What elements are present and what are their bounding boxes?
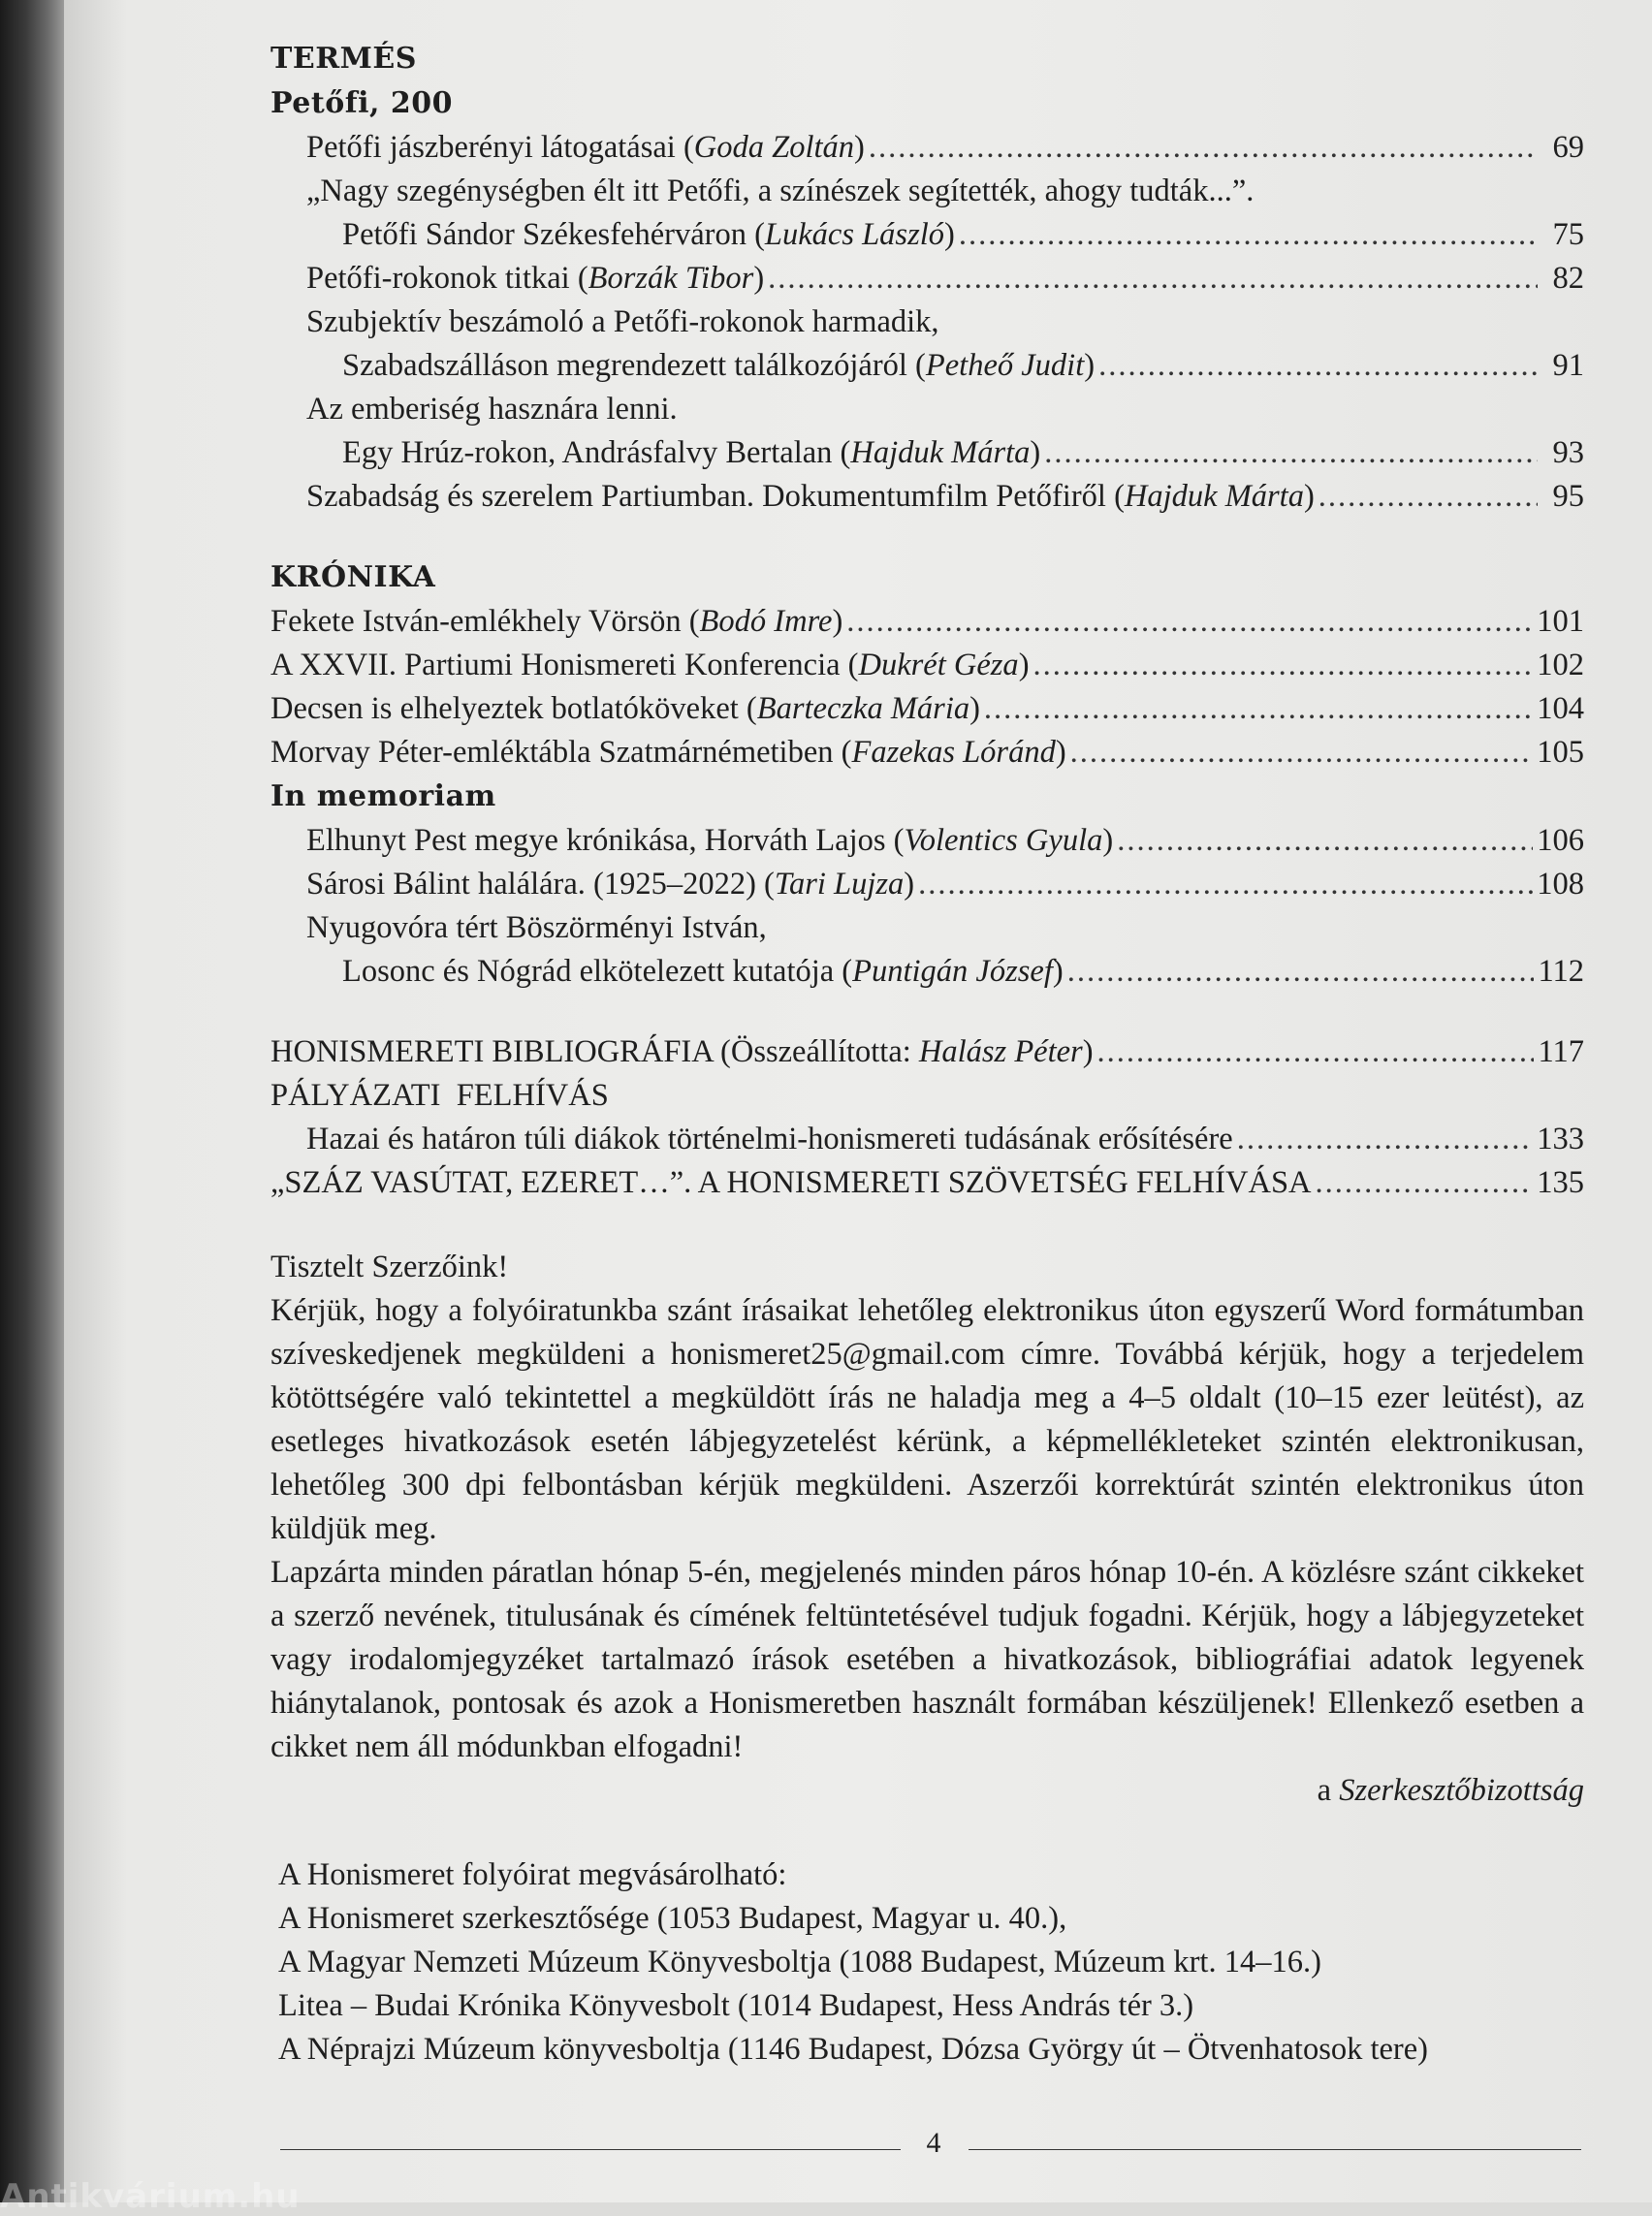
purchase-intro: A Honismeret folyóirat megvásárolható:: [278, 1857, 787, 1892]
page-ref: 117: [1538, 1034, 1584, 1069]
entry-author: Petheő Judit: [925, 348, 1085, 383]
page-number: 4: [926, 2127, 941, 2159]
leader-dots: [1098, 344, 1538, 388]
entry-title: Hazai és határon túli diákok történelmi-honismereti tudásának erősítésére: [306, 1122, 1233, 1156]
entry-paren: ): [1018, 648, 1030, 682]
toc-entry[interactable]: [270, 126, 1584, 170]
entry-paren: ): [1084, 348, 1096, 383]
toc-entry[interactable]: [270, 257, 1584, 301]
page-ref: 91: [1552, 348, 1584, 383]
toc-entry[interactable]: [270, 213, 1584, 257]
watermark: Antikvárium.hu: [0, 2177, 301, 2216]
toc-entry[interactable]: [270, 950, 1584, 994]
purchase-place: A Honismeret szerkesztősége (1053 Budapest, Magyar u. 40.),: [278, 1901, 1067, 1936]
page-ref: 105: [1537, 735, 1584, 770]
entry-paren: ): [832, 604, 843, 639]
toc-entry[interactable]: [270, 863, 1584, 906]
entry-paren: ): [1082, 1034, 1094, 1069]
notice-signature: [270, 1769, 1584, 1813]
entry-title: Petőfi-rokonok titkai (: [306, 261, 588, 296]
page-ref: 106: [1537, 823, 1584, 858]
toc-entry[interactable]: [270, 431, 1584, 475]
toc-entry-call[interactable]: [270, 1118, 1584, 1161]
entry-paren: ): [969, 691, 980, 726]
page-ref: 82: [1552, 261, 1584, 296]
entry-paren: ): [1052, 954, 1064, 989]
leader-dots: [846, 600, 1533, 644]
entry-title: HONISMERETI BIBLIOGRÁFIA (Összeállította:: [270, 1034, 919, 1069]
toc-entry[interactable]: [270, 600, 1584, 644]
entry-paren: ): [1303, 479, 1315, 514]
page-ref: 69: [1552, 130, 1584, 165]
entry-title: Elhunyt Pest megye krónikása, Horváth Lajos (: [306, 823, 905, 858]
signature-text: Szerkesztőbizottság: [1339, 1773, 1584, 1808]
leader-dots: [1318, 475, 1538, 519]
toc-entry[interactable]: [270, 644, 1584, 687]
subsection-heading-in-memoriam: In memoriam: [270, 779, 496, 813]
entry-title: A XXVII. Partiumi Honismereti Konferencia (: [270, 648, 859, 682]
signature-prefix: a: [1317, 1773, 1340, 1808]
entry-author: Lukács László: [764, 217, 945, 252]
page-ref: 108: [1537, 867, 1584, 902]
entry-title: Egy Hrúz-rokon, Andrásfalvy Bertalan (: [342, 435, 851, 470]
leader-dots: [959, 213, 1538, 257]
leader-dots: [918, 863, 1533, 906]
entry-author: Goda Zoltán: [693, 130, 855, 165]
page-footer: [270, 2127, 1584, 2179]
page-ref: 101: [1537, 604, 1584, 639]
toc-entry-line1: Nyugovóra tért Böszörményi István,: [306, 910, 767, 945]
leader-dots: [1067, 950, 1535, 994]
notice-paragraph-2: Lapzárta minden páratlan hónap 5-én, megjelenés minden páros hónap 10-én. A közlésre szánt cikkeket a szerző nevének, titulusának és címének feltüntetésével tudjuk fogadni. Kérjük, hogy a lábjegyzeteket vagy irodalomjegyzéket tartalmazó írások esetében a hivatkozások, bibliográfiai adatok legyenek hiánytalanok, pontosak és azok a Honismeretben használt formában készüljenek! Ellenkező esetben a cikket nem áll módunkban elfogadni!: [270, 1555, 1584, 1764]
leader-dots: [869, 126, 1538, 170]
entry-author: Fazekas Lóránd: [851, 735, 1056, 770]
toc-entry-line1: „Nagy szegénységben élt itt Petőfi, a színészek segítették, ahogy tudták...”.: [306, 174, 1255, 208]
leader-dots: [1237, 1118, 1534, 1161]
toc-entry[interactable]: [270, 475, 1584, 519]
leader-dots: [1097, 1030, 1535, 1074]
toc-entry[interactable]: [270, 731, 1584, 775]
toc-entry-bibliography[interactable]: [270, 1030, 1584, 1074]
entry-paren: ): [904, 867, 915, 902]
toc-entry-line1: Szubjektív beszámoló a Petőfi-rokonok harmadik,: [306, 304, 939, 339]
entry-title: Fekete István-emlékhely Vörsön (: [270, 604, 700, 639]
entry-paren: ): [1102, 823, 1114, 858]
purchase-place: A Magyar Nemzeti Múzeum Könyvesboltja (1088 Budapest, Múzeum krt. 14–16.): [278, 1945, 1321, 1979]
footer-rule-left: [280, 2149, 901, 2150]
entry-title: Szabadság és szerelem Partiumban. Dokumentumfilm Petőfiről (: [306, 479, 1125, 514]
entry-author: Hajduk Márta: [1124, 479, 1304, 514]
notice-paragraph-1: Kérjük, hogy a folyóiratunkba szánt írásaikat lehetőleg elektronikus úton egyszerű Word formátumban szíveskedjenek megküldeni a honismeret25@gmail.com címre. Továbbá kérjük, hogy a terjedelem kötöttségére való tekintettel a megküldött írás ne haladja meg a 4–5 oldalt (10–15 ezer leütést), az esetleges hivatkozások esetén lábjegyzetelést kérünk, a képmellékleteket szintén elektronikusan, lehetőleg 300 dpi felbontásban kérjük megküldeni. Aszerzői korrektúrát szintén elektronikus úton küldjük meg.: [270, 1293, 1584, 1546]
entry-author: Dukrét Géza: [858, 648, 1019, 682]
leader-dots: [768, 257, 1538, 301]
toc-entry-association[interactable]: [270, 1161, 1584, 1205]
entry-author: Hajduk Márta: [850, 435, 1031, 470]
entry-author: Volentics Gyula: [904, 823, 1103, 858]
page-ref: 104: [1537, 691, 1584, 726]
page-ref: 93: [1552, 435, 1584, 470]
entry-author: Halász Péter: [918, 1034, 1083, 1069]
purchase-info: [270, 1853, 1584, 2072]
section-heading-termes: TERMÉS: [270, 42, 417, 76]
page-ref: 102: [1537, 648, 1584, 682]
entry-title: „SZÁZ VASÚTAT, EZERET…”. A HONISMERETI SZÖVETSÉG FELHÍVÁSA: [270, 1165, 1312, 1200]
toc-entry[interactable]: [270, 819, 1584, 863]
table-of-contents: [270, 37, 1584, 2072]
entry-title: Losonc és Nógrád elkötelezett kutatója (: [342, 954, 853, 989]
entry-paren: ): [944, 217, 955, 252]
leader-dots: [1315, 1161, 1533, 1205]
entry-title: Petőfi jászberényi látogatásai (: [306, 130, 694, 165]
entry-paren: ): [753, 261, 765, 296]
leader-dots: [984, 687, 1533, 731]
toc-entry[interactable]: [270, 344, 1584, 388]
entry-title: Petőfi Sándor Székesfehérváron (: [342, 217, 765, 252]
book-spine-shadow: [0, 0, 64, 2202]
subsection-heading-petofi: Petőfi, 200: [270, 86, 454, 120]
entry-author: Puntigán József: [852, 954, 1053, 989]
notice-greeting: Tisztelt Szerzőink!: [270, 1250, 509, 1284]
toc-entry-line1: Az emberiség hasznára lenni.: [306, 392, 678, 427]
footer-rule-right: [969, 2149, 1581, 2150]
entry-title: Decsen is elhelyeztek botlatóköveket (: [270, 691, 757, 726]
page-ref: 75: [1552, 217, 1584, 252]
leader-dots: [1070, 731, 1534, 775]
toc-entry[interactable]: [270, 687, 1584, 731]
page-ref: 95: [1552, 479, 1584, 514]
entry-title: Sárosi Bálint halálára. (1925–2022) (: [306, 867, 775, 902]
entry-author: Bodó Imre: [699, 604, 833, 639]
entry-author: Borzák Tibor: [588, 261, 754, 296]
page-ref: 135: [1537, 1165, 1584, 1200]
entry-paren: ): [854, 130, 865, 165]
section-heading-kronika: KRÓNIKA: [270, 560, 436, 594]
leader-dots: [1117, 819, 1533, 863]
entry-title: Morvay Péter-emléktábla Szatmárnémetiben (: [270, 735, 852, 770]
entry-paren: ): [1055, 735, 1066, 770]
leader-dots: [1033, 644, 1534, 687]
call-heading: PÁLYÁZATI FELHÍVÁS: [270, 1078, 609, 1113]
page-ref: 112: [1538, 954, 1584, 989]
entry-author: Tari Lujza: [774, 867, 905, 902]
notice-to-authors: [270, 1246, 1584, 1813]
page-ref: 133: [1537, 1122, 1584, 1156]
purchase-place: A Néprajzi Múzeum könyvesboltja (1146 Budapest, Dózsa György út – Ötvenhatosok tere): [278, 2032, 1428, 2067]
entry-paren: ): [1030, 435, 1041, 470]
entry-title: Szabadszálláson megrendezett találkozójáról (: [342, 348, 926, 383]
purchase-place: Litea – Budai Krónika Könyvesbolt (1014 Budapest, Hess András tér 3.): [278, 1988, 1194, 2023]
leader-dots: [1044, 431, 1538, 475]
entry-author: Barteczka Mária: [756, 691, 970, 726]
